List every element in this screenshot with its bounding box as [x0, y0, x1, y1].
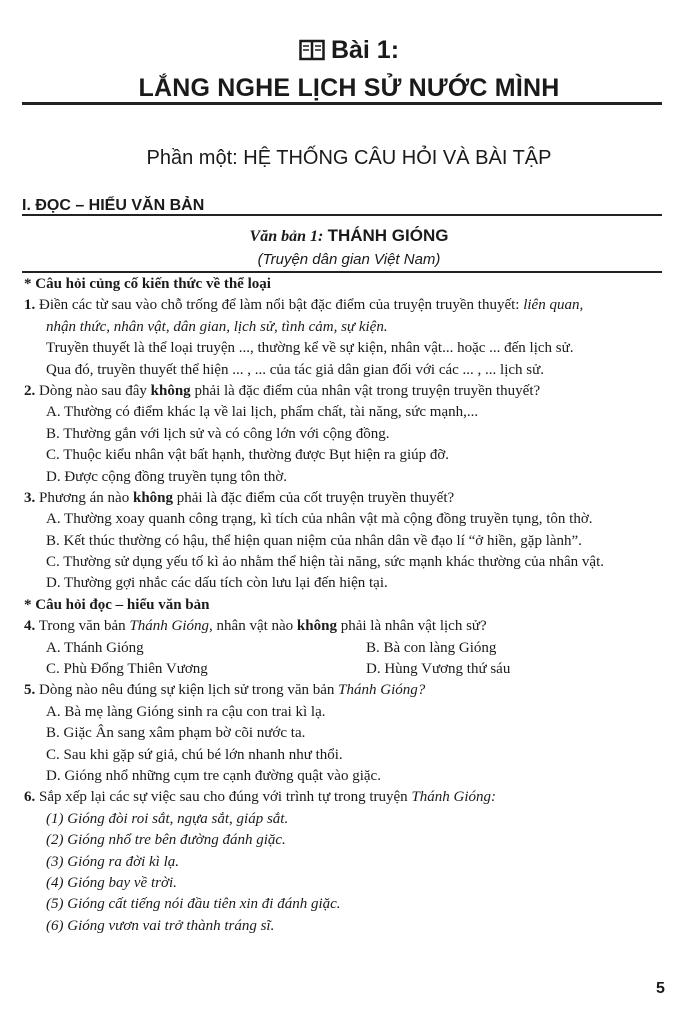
q6-item: (2) Gióng nhổ tre bên đường đánh giặc.	[46, 832, 286, 849]
section-heading: I. ĐỌC – HIỂU VĂN BẢN	[22, 197, 205, 214]
question-6: 6. Sắp xếp lại các sự việc sau cho đúng với trình tự trong truyện Thánh Gióng:	[24, 789, 497, 806]
group-heading-2: * Câu hỏi đọc – hiểu văn bản	[24, 596, 210, 613]
question-content	[24, 274, 664, 937]
q3-option: D. Thường gợi nhắc các dấu tích còn lưu lại đến hiện tại.	[46, 575, 388, 592]
q4-option: A. Thánh Gióng	[46, 639, 144, 656]
q5-option: A. Bà mẹ làng Gióng sinh ra cậu con trai kì lạ.	[46, 703, 326, 720]
q6-item: (5) Gióng cất tiếng nói đầu tiên xin đi đánh giặc.	[46, 896, 341, 913]
q2-option: C. Thuộc kiểu nhân vật bất hạnh, thường được Bụt hiện ra giúp đỡ.	[46, 447, 450, 464]
subtitle-divider	[22, 271, 662, 273]
question-1-words: nhận thức, nhân vật, dân gian, lịch sử, tình cảm, sự kiện.	[46, 318, 388, 335]
q2-option: A. Thường có điểm khác lạ về lai lịch, phẩm chất, tài năng, sức mạnh,...	[46, 404, 479, 421]
q3-option: C. Thường sử dụng yếu tố kì ảo nhằm thể hiện tài năng, sức mạnh khác thường của nhân vật.	[46, 554, 604, 571]
q4-option: C. Phù Đổng Thiên Vương	[46, 661, 208, 678]
q4-option: D. Hùng Vương thứ sáu	[366, 661, 511, 678]
q5-option: D. Gióng nhổ những cụm tre cạnh đường quật vào giặc.	[46, 767, 381, 784]
lesson-number	[0, 36, 698, 68]
q4-option: B. Bà con làng Gióng	[366, 639, 497, 656]
q3-option: B. Kết thúc thường có hậu, thể hiện quan niệm của nhân dân về đạo lí “ở hiền, gặp lành”.	[46, 532, 582, 549]
lesson-number-label: Bài 1:	[330, 36, 400, 64]
q6-item: (4) Gióng bay về trời.	[46, 874, 177, 891]
page-number: 5	[656, 980, 665, 997]
q2-option: B. Thường gắn với lịch sử và có công lớn với cộng đồng.	[46, 425, 390, 442]
text-title	[0, 226, 698, 246]
book-icon	[299, 39, 325, 68]
question-1-body-1: Truyền thuyết là thể loại truyện ..., thường kể về sự kiện, nhân vật... hoặc ... đến lịch sử.	[46, 340, 574, 357]
q5-option: C. Sau khi gặp sứ giả, chú bé lớn nhanh như thổi.	[46, 746, 343, 763]
group-heading-1: * Câu hỏi củng cố kiến thức về thể loại	[24, 276, 271, 292]
q6-item: (3) Gióng ra đời kì lạ.	[46, 853, 179, 870]
q5-option: B. Giặc Ân sang xâm phạm bờ cõi nước ta.	[46, 725, 306, 742]
question-3: 3. Phương án nào không phải là đặc điểm của cốt truyện truyền thuyết?	[24, 489, 455, 506]
text-name: THÁNH GIÓNG	[327, 226, 449, 245]
section-divider	[22, 214, 662, 216]
q6-item: (1) Gióng đòi roi sắt, ngựa sắt, giáp sắt.	[46, 810, 289, 827]
question-5: 5. Dòng nào nêu đúng sự kiện lịch sử trong văn bản Thánh Gióng?	[24, 682, 426, 699]
question-1: 1. Điền các từ sau vào chỗ trống để làm nổi bật đặc điểm của truyện truyền thuyết: liên quan,	[24, 297, 584, 314]
title-divider	[22, 102, 662, 105]
lesson-title: LẮNG NGHE LỊCH SỬ NƯỚC MÌNH	[138, 74, 560, 102]
q2-option: D. Được cộng đồng truyền tụng tôn thờ.	[46, 468, 288, 485]
q3-option: A. Thường xoay quanh công trạng, kì tích của nhân vật mà cộng đồng truyền tụng, tôn thờ.	[46, 511, 593, 528]
question-1-body-2: Qua đó, truyền thuyết thể hiện ... , ... của tác giả dân gian đối với các ... , ... lịch sử.	[46, 361, 545, 378]
q4-options-row	[24, 638, 664, 659]
question-2: 2. Dòng nào sau đây không phải là đặc điểm của nhân vật trong truyện truyền thuyết?	[24, 382, 541, 399]
text-subtitle: (Truyện dân gian Việt Nam)	[257, 251, 441, 268]
q4-options-row	[24, 659, 664, 680]
question-4: 4. Trong văn bản Thánh Gióng, nhân vật nào không phải là nhân vật lịch sử?	[24, 618, 487, 635]
q6-item: (6) Gióng vươn vai trở thành tráng sĩ.	[46, 917, 275, 934]
part-heading: Phần một: HỆ THỐNG CÂU HỎI VÀ BÀI TẬP	[146, 147, 552, 169]
text-label: Văn bản 1:	[249, 228, 324, 245]
